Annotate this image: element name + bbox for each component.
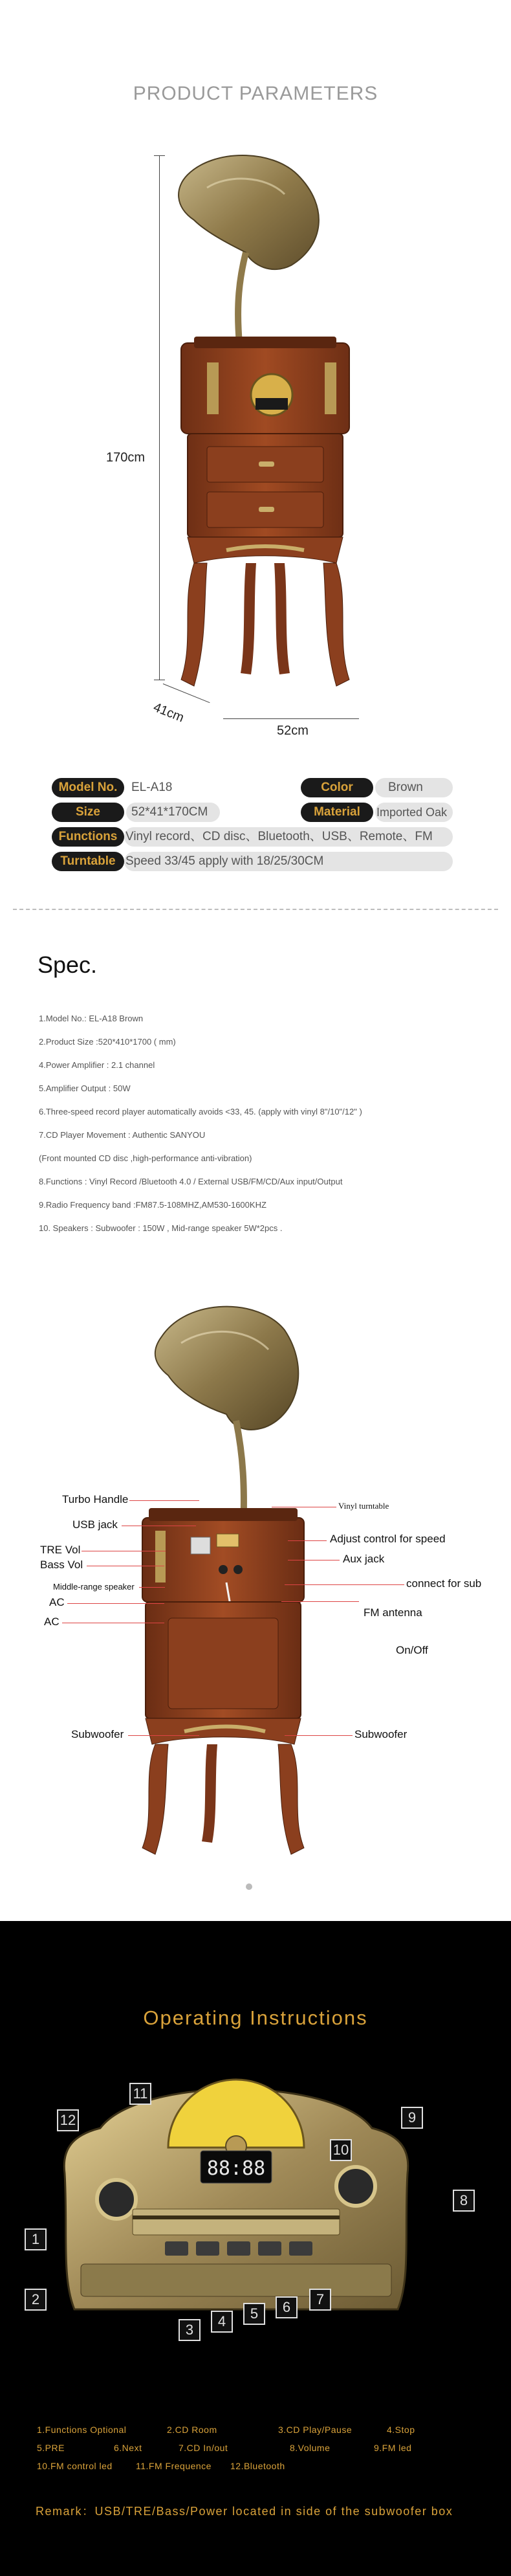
param-key-model: Model No. — [52, 778, 124, 797]
callout-on-off: On/Off — [396, 1644, 428, 1656]
operating-instructions-section — [0, 1921, 511, 2576]
callout-adjust-speed: Adjust control for speed — [330, 1533, 446, 1545]
operating-title: Operating Instructions — [143, 2006, 368, 2029]
legend-item: 3.CD Play/Pause — [278, 2425, 353, 2435]
callout-line — [128, 1735, 199, 1736]
panel-marker-12: 12 — [57, 2109, 79, 2131]
panel-marker-4: 4 — [211, 2311, 233, 2333]
spec-line: 4.Power Amplifier : 2.1 channel — [39, 1060, 155, 1070]
params-title: PRODUCT PARAMETERS — [133, 83, 378, 104]
param-row-turntable — [52, 852, 479, 871]
height-label: 170cm — [106, 450, 146, 465]
legend-item: 1.Functions Optional — [37, 2425, 127, 2435]
param-value-color: Brown — [375, 778, 453, 797]
param-row-size — [52, 803, 479, 822]
spec-line: 2.Product Size :520*410*1700 ( mm) — [39, 1037, 176, 1047]
panel-marker-2: 2 — [25, 2289, 47, 2311]
param-value-model: EL-A18 — [126, 778, 220, 797]
control-panel-image — [49, 2070, 424, 2322]
callout-line — [67, 1603, 164, 1604]
height-dimension-tick-top — [154, 155, 165, 156]
param-key-functions: Functions — [52, 827, 124, 847]
panel-marker-6: 6 — [276, 2296, 298, 2318]
panel-marker-10: 10 — [330, 2139, 352, 2161]
panel-marker-7: 7 — [309, 2289, 331, 2311]
gramophone-cabinet-image — [168, 149, 382, 705]
param-value-size: 52*41*170CM — [126, 803, 220, 822]
callout-vinyl-turntable: Vinyl turntable — [338, 1501, 389, 1511]
spec-line: 1.Model No.: EL-A18 Brown — [39, 1014, 144, 1023]
callout-subwoofer-right: Subwoofer — [354, 1728, 408, 1740]
param-value-functions: Vinyl record、CD disc、Bluetooth、USB、Remote、FM — [124, 827, 453, 847]
remark-text: Remark：USB/TRE/Bass/Power located in side of the subwoofer box — [36, 2505, 453, 2518]
param-key-size: Size — [52, 803, 124, 822]
depth-label: 41cm — [151, 700, 186, 726]
callout-turbo-handle: Turbo Handle — [62, 1493, 129, 1505]
panel-display-text: 88:88 — [206, 2157, 266, 2180]
spec-line: 9.Radio Frequency band :FM87.5-108MHZ,AM530-1600KHZ — [39, 1200, 266, 1210]
param-key-material: Material — [301, 803, 373, 822]
carousel-indicator-dot[interactable] — [246, 1883, 252, 1890]
callout-tre-vol: TRE Vol — [40, 1544, 81, 1556]
callout-mid-range: Middle-range speaker — [53, 1582, 135, 1592]
legend-item: 11.FM Frequence — [136, 2461, 212, 2471]
param-value-material: Imported Oak — [375, 803, 453, 822]
callout-usb-jack: USB jack — [72, 1518, 118, 1531]
param-key-turntable: Turntable — [52, 852, 124, 871]
width-dimension-line — [223, 718, 359, 719]
spec-line: 5.Amplifier Output : 50W — [39, 1083, 131, 1093]
callout-aux-jack: Aux jack — [343, 1553, 385, 1565]
legend-item: 12.Bluetooth — [230, 2461, 285, 2471]
panel-marker-11: 11 — [129, 2083, 151, 2105]
spec-line: 8.Functions : Vinyl Record /Bluetooth 4.0 / External USB/FM/CD/Aux input/Output — [39, 1177, 343, 1186]
callout-ac-2: AC — [44, 1616, 60, 1628]
spec-line: 10. Speakers : Subwoofer : 150W , Mid-range speaker 5W*2pcs . — [39, 1223, 283, 1233]
callout-bass-vol: Bass Vol — [40, 1559, 83, 1571]
callout-line — [288, 1540, 327, 1541]
legend-item: 10.FM control led — [37, 2461, 113, 2471]
callout-connect-sub: connect for sub — [406, 1577, 482, 1590]
spec-line: 7.CD Player Movement : Authentic SANYOU — [39, 1130, 206, 1140]
legend-item: 6.Next — [114, 2443, 142, 2453]
callout-ac-1: AC — [49, 1596, 65, 1608]
callout-line — [281, 1601, 359, 1602]
panel-marker-5: 5 — [243, 2303, 265, 2325]
legend-item: 9.FM led — [374, 2443, 412, 2453]
panel-marker-9: 9 — [401, 2107, 423, 2129]
panel-marker-8: 8 — [453, 2190, 475, 2212]
height-dimension-line — [159, 155, 160, 680]
param-key-color: Color — [301, 778, 373, 797]
param-row-functions — [52, 827, 479, 847]
legend-item: 5.PRE — [37, 2443, 65, 2453]
param-row-model — [52, 778, 479, 797]
legend-item: 8.Volume — [290, 2443, 331, 2453]
panel-marker-3: 3 — [179, 2319, 201, 2341]
callout-line — [129, 1500, 199, 1501]
callout-line — [285, 1584, 404, 1585]
legend-item: 7.CD In/out — [179, 2443, 228, 2453]
spec-title: Spec. — [38, 951, 98, 978]
param-value-turntable: Speed 33/45 apply with 18/25/30CM — [124, 852, 453, 871]
callout-line — [139, 1587, 165, 1588]
spec-line: (Front mounted CD disc ,high-performance anti-vibration) — [39, 1153, 252, 1163]
legend-item: 4.Stop — [387, 2425, 415, 2435]
callout-line — [285, 1735, 353, 1736]
panel-marker-1: 1 — [25, 2228, 47, 2250]
legend-item: 2.CD Room — [167, 2425, 217, 2435]
spec-line: 6.Three-speed record player automatically avoids <33, 45. (apply with vinyl 8"/10"/12" ) — [39, 1107, 362, 1116]
callout-subwoofer-left: Subwoofer — [71, 1728, 124, 1740]
callout-fm-antenna: FM antenna — [364, 1606, 422, 1619]
section-divider — [13, 909, 498, 910]
width-label: 52cm — [277, 724, 309, 738]
gramophone-side-image — [129, 1298, 362, 1861]
